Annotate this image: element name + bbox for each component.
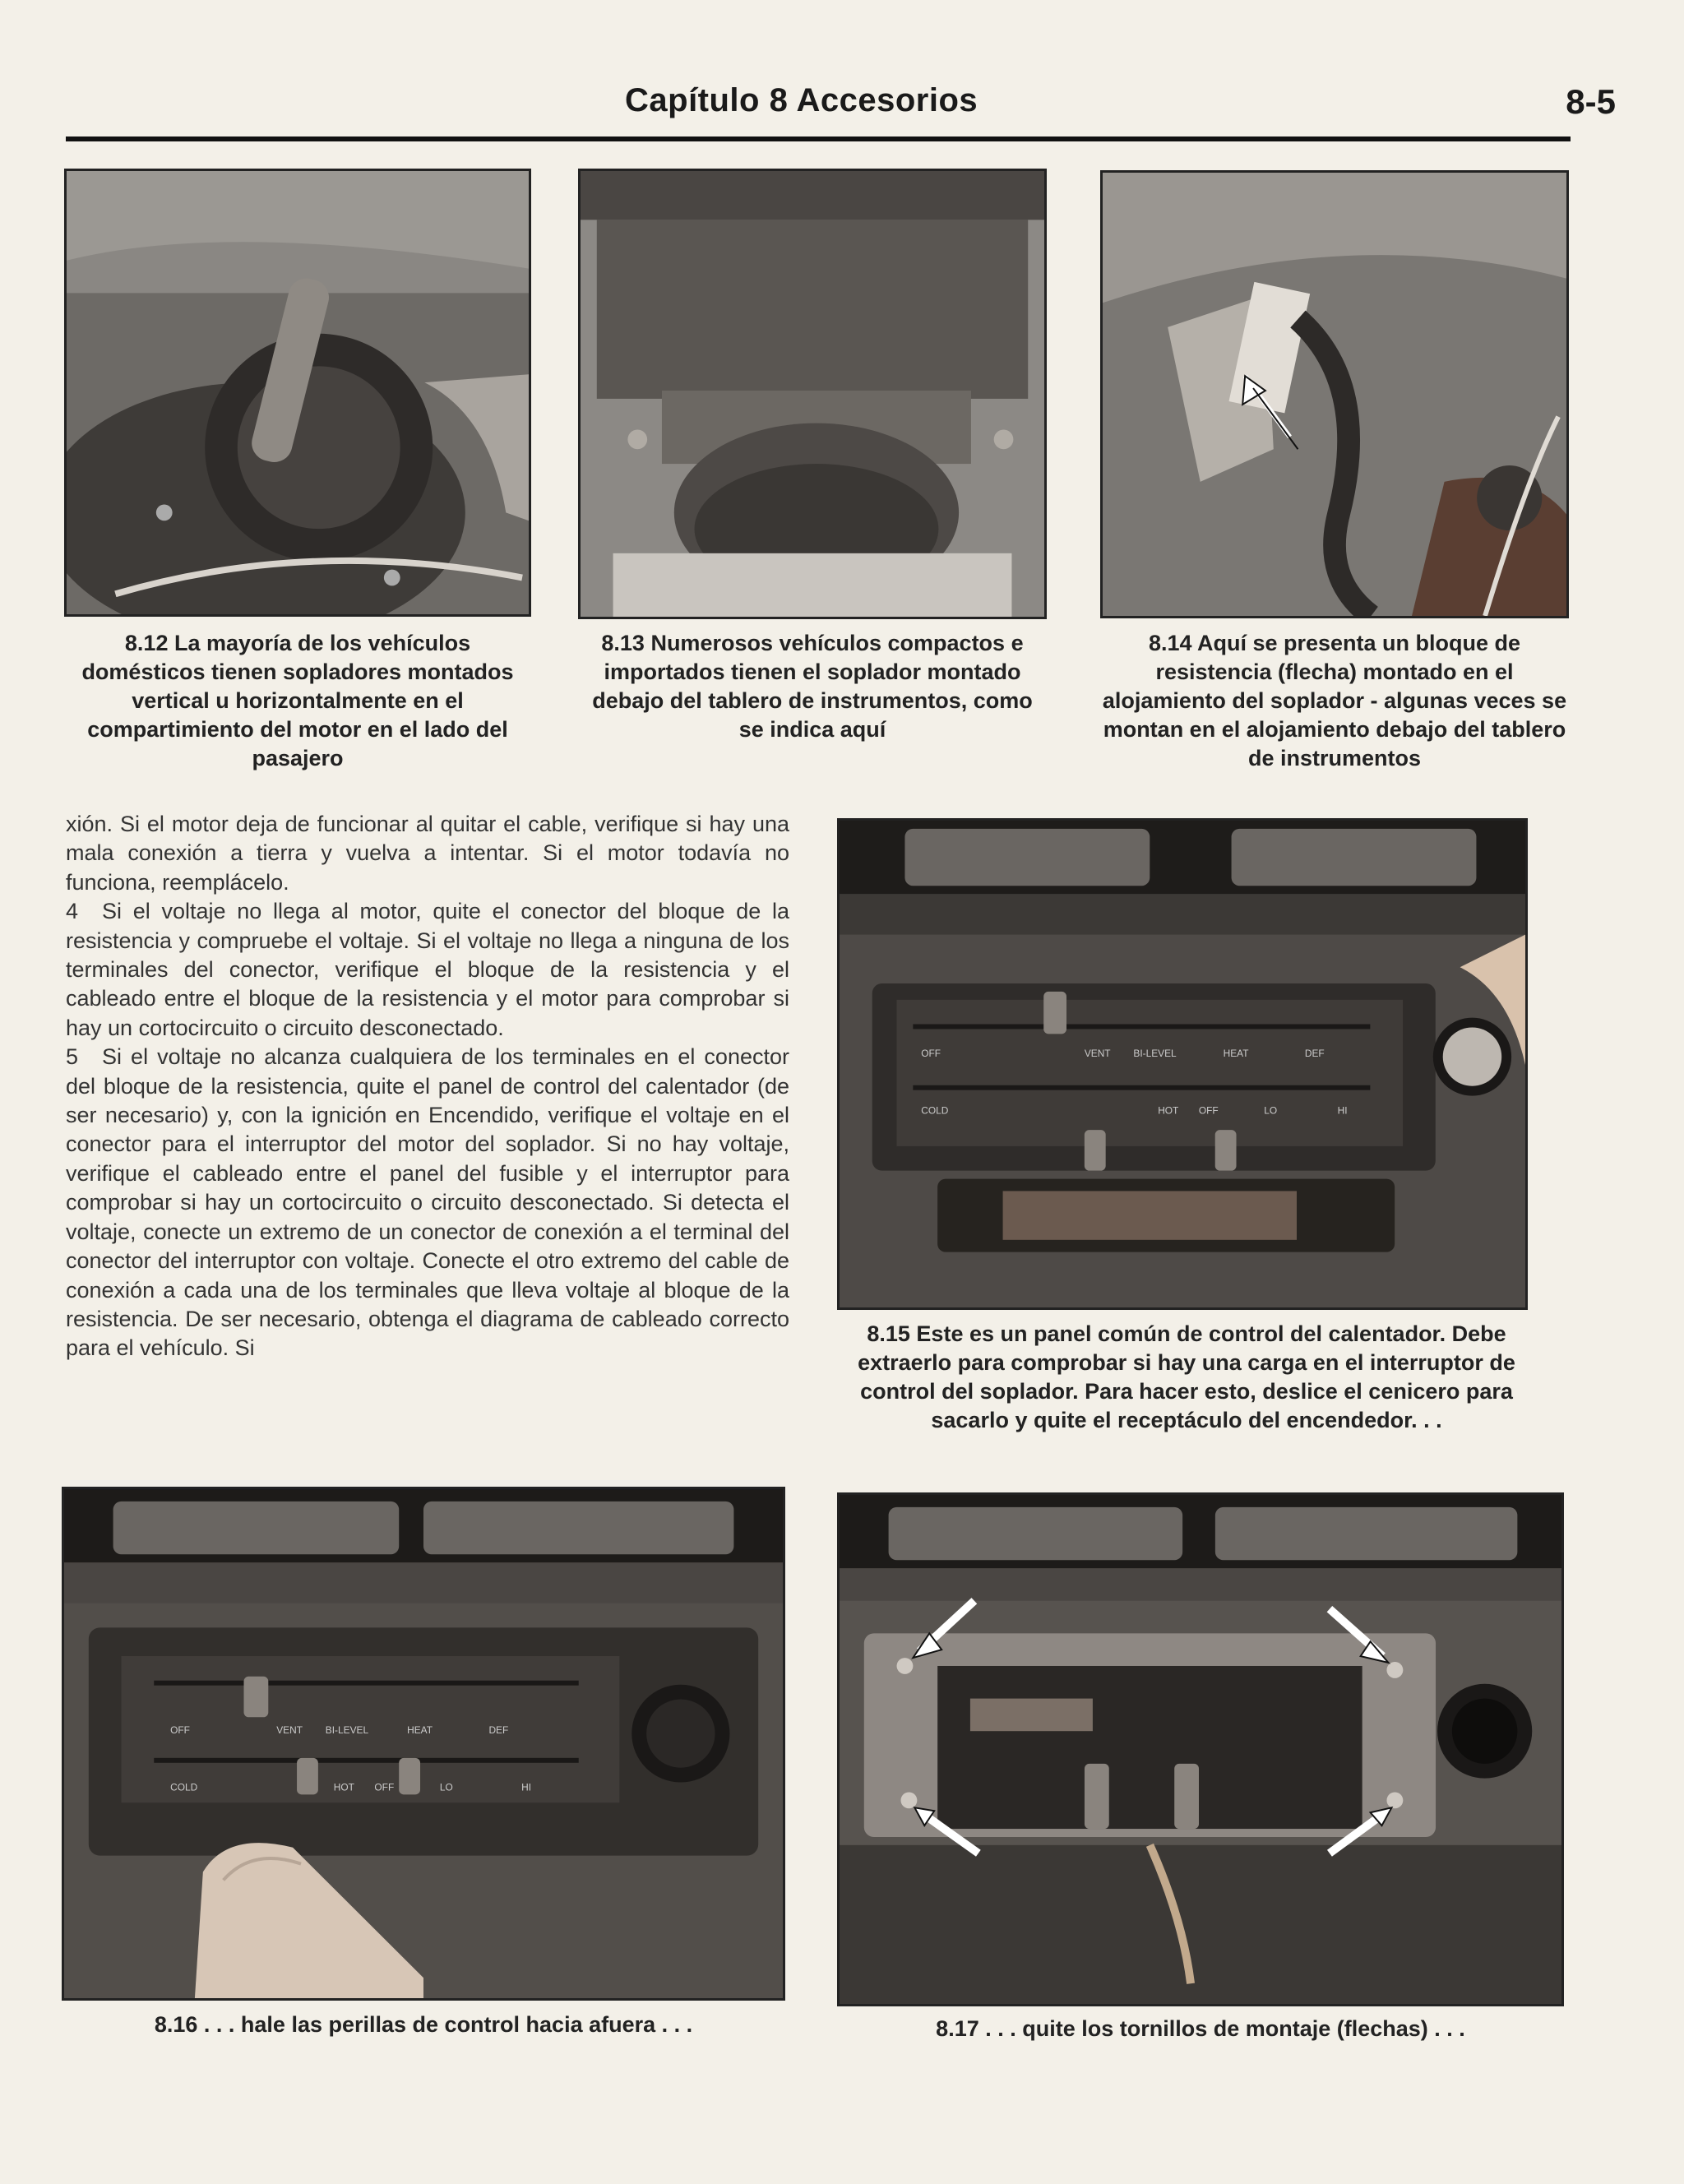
panel-label: OFF bbox=[1198, 1104, 1219, 1117]
caption-8-16: 8.16 . . . hale las perillas de control hacia afuera . . . bbox=[154, 2012, 693, 2037]
photo-8-12 bbox=[64, 169, 531, 617]
panel-label: HI bbox=[521, 1781, 532, 1793]
paragraph-number: 5 bbox=[66, 1044, 79, 1070]
panel-label: LO bbox=[1264, 1104, 1278, 1117]
chapter-title: Capítulo 8 Accesorios bbox=[625, 82, 978, 118]
paragraph-number: 4 bbox=[66, 899, 79, 924]
panel-label: OFF bbox=[374, 1781, 395, 1793]
caption-8-12: 8.12 La mayoría de los vehículos domésticos tienen sopladores montados vertical u horizontalmente en el compartimiento del motor en el lado del pasajero bbox=[81, 631, 514, 770]
panel-label: VENT bbox=[276, 1724, 303, 1737]
photo-8-14 bbox=[1100, 170, 1569, 618]
panel-label: LO bbox=[439, 1781, 453, 1793]
panel-label: COLD bbox=[170, 1781, 198, 1793]
photo-8-13 bbox=[578, 169, 1047, 619]
panel-label: DEF bbox=[1304, 1048, 1325, 1060]
caption-8-15: 8.15 Este es un panel común de control del calentador. Debe extraerlo para comprobar si hay una carga en el interruptor de control del soplador. Para hacer esto, deslice el cenicero para sacarlo y quite el receptáculo del encendedor. . . bbox=[858, 1321, 1515, 1432]
caption-8-14: 8.14 Aquí se presenta un bloque de resistencia (flecha) montado en el alojamiento del soplador - algunas veces se montan en el alojamiento debajo del tablero de instrumentos bbox=[1102, 631, 1567, 770]
panel-label: HOT bbox=[333, 1781, 354, 1793]
panel-label: HEAT bbox=[1223, 1048, 1249, 1060]
panel-label: BI-LEVEL bbox=[325, 1724, 369, 1737]
panel-label: HI bbox=[1337, 1104, 1348, 1117]
panel-label: COLD bbox=[921, 1104, 949, 1117]
panel-label: BI-LEVEL bbox=[1133, 1048, 1177, 1060]
photo-8-16 bbox=[62, 1487, 785, 2001]
panel-label: VENT bbox=[1084, 1048, 1111, 1060]
paragraph-text: xión. Si el motor deja de funcionar al quitar el cable, verifique si hay una mala conexión a tierra y vuelva a intentar. Si el motor todavía no funciona, reemplácelo. bbox=[66, 812, 789, 895]
caption-8-13: 8.13 Numerosos vehículos compactos e importados tienen el soplador montado debajo del tablero de instrumentos, como se indica aquí bbox=[592, 631, 1033, 742]
paragraph bbox=[66, 897, 789, 1043]
paragraph bbox=[66, 810, 789, 897]
panel-label: HOT bbox=[1158, 1104, 1179, 1117]
photo-8-15 bbox=[837, 818, 1528, 1310]
body-text bbox=[66, 810, 789, 1363]
panel-label: OFF bbox=[921, 1048, 941, 1060]
paragraph-text: Si el voltaje no alcanza cualquiera de los terminales en el conector del bloque de la resistencia, quite el panel de control del calentador (de ser necesario) y, con la ignición en Encendido, verifique el voltaje en el conector para el interruptor del motor del soplador. Si no hay voltaje, verifique el cableado entre el panel del fusible y el interruptor para comprobar si hay un cortocircuito o circuito desconectado. Si detecta el voltaje, conecte un extremo de un conector de conexión a el terminal del conector del interruptor con voltaje. Conecte el otro extremo del cable de conexión a cada una de los terminales que lleva voltaje al bloque de la resistencia. De ser necesario, obtenga el diagrama de cableado correcto para el vehículo. Si bbox=[66, 1044, 789, 1361]
caption-8-17: 8.17 . . . quite los tornillos de montaje (flechas) . . . bbox=[936, 2016, 1465, 2041]
panel-label: OFF bbox=[170, 1724, 190, 1737]
header-rule bbox=[66, 136, 1571, 141]
panel-label: HEAT bbox=[407, 1724, 433, 1737]
page-number: 8-5 bbox=[1566, 82, 1616, 121]
panel-label: DEF bbox=[488, 1724, 509, 1737]
paragraph bbox=[66, 1043, 789, 1363]
photo-8-17 bbox=[837, 1492, 1564, 2006]
paragraph-text: Si el voltaje no llega al motor, quite el conector del bloque de la resistencia y compruebe el voltaje. Si el voltaje no llega a ninguna de los terminales del conector, verifique el bloque de la resistencia y el cableado entre el bloque de la resistencia y el motor para comprobar si hay un cortocircuito o circuito desconectado. bbox=[66, 899, 789, 1040]
